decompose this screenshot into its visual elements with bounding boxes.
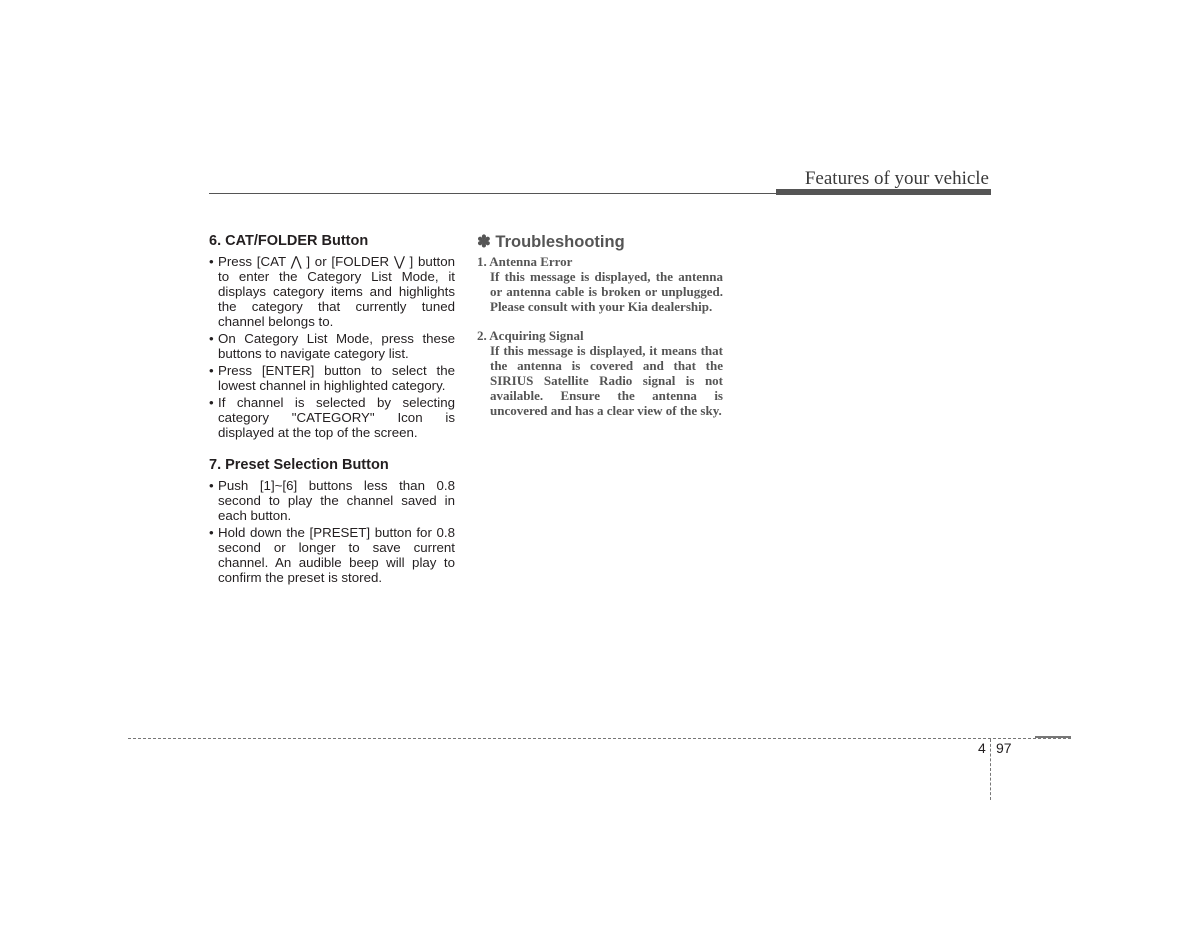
troubleshooting-item-body: If this message is displayed, it means that the antenna is covered and that the SIRIUS Satellite Radio signal is not available. Ensure the antenna is uncovered and has a clear view of the sky. — [490, 343, 723, 418]
page-chapter: 4 — [978, 740, 986, 756]
footer-solid-rule — [1035, 736, 1071, 738]
section-7-bullets — [209, 478, 455, 585]
troubleshooting-item-title: 1. Antenna Error — [477, 254, 573, 269]
troubleshooting-item-body: If this message is displayed, the antenna or antenna cable is broken or unplugged. Please consult with your Kia dealership. — [490, 269, 723, 314]
troubleshooting-column — [477, 232, 723, 432]
list-item: • Press [CAT ⋀ ] or [FOLDER ⋁ ] button to enter the Category List Mode, it displays category items and highlights the category that currently tuned channel belongs to. — [209, 254, 455, 329]
list-item: • Press [ENTER] button to select the lowest channel in highlighted category. — [209, 363, 455, 393]
troubleshooting-item — [477, 254, 723, 314]
section-6-heading: 6. CAT/FOLDER Button — [209, 233, 369, 249]
list-item: • Hold down the [PRESET] button for 0.8 second or longer to save current channel. An audible beep will play to confirm the preset is stored. — [209, 525, 455, 585]
section-6-bullets — [209, 254, 455, 440]
troubleshooting-item — [477, 328, 723, 418]
troubleshooting-heading: ✽ Troubleshooting — [477, 233, 625, 251]
list-item: • On Category List Mode, press these buttons to navigate category list. — [209, 331, 455, 361]
footer-dashed-rule — [128, 738, 1071, 739]
header-title: Features of your vehicle — [804, 168, 989, 189]
left-column — [209, 233, 455, 587]
page-number: 97 — [996, 740, 1012, 756]
troubleshooting-item-title: 2. Acquiring Signal — [477, 328, 584, 343]
list-item: • Push [1]~[6] buttons less than 0.8 second to play the channel saved in each button. — [209, 478, 455, 523]
section-7-heading: 7. Preset Selection Button — [209, 457, 389, 473]
footer-divider — [990, 739, 991, 800]
header-bar — [776, 189, 991, 195]
list-item: • If channel is selected by selecting category "CATEGORY" Icon is displayed at the top of the screen. — [209, 395, 455, 440]
